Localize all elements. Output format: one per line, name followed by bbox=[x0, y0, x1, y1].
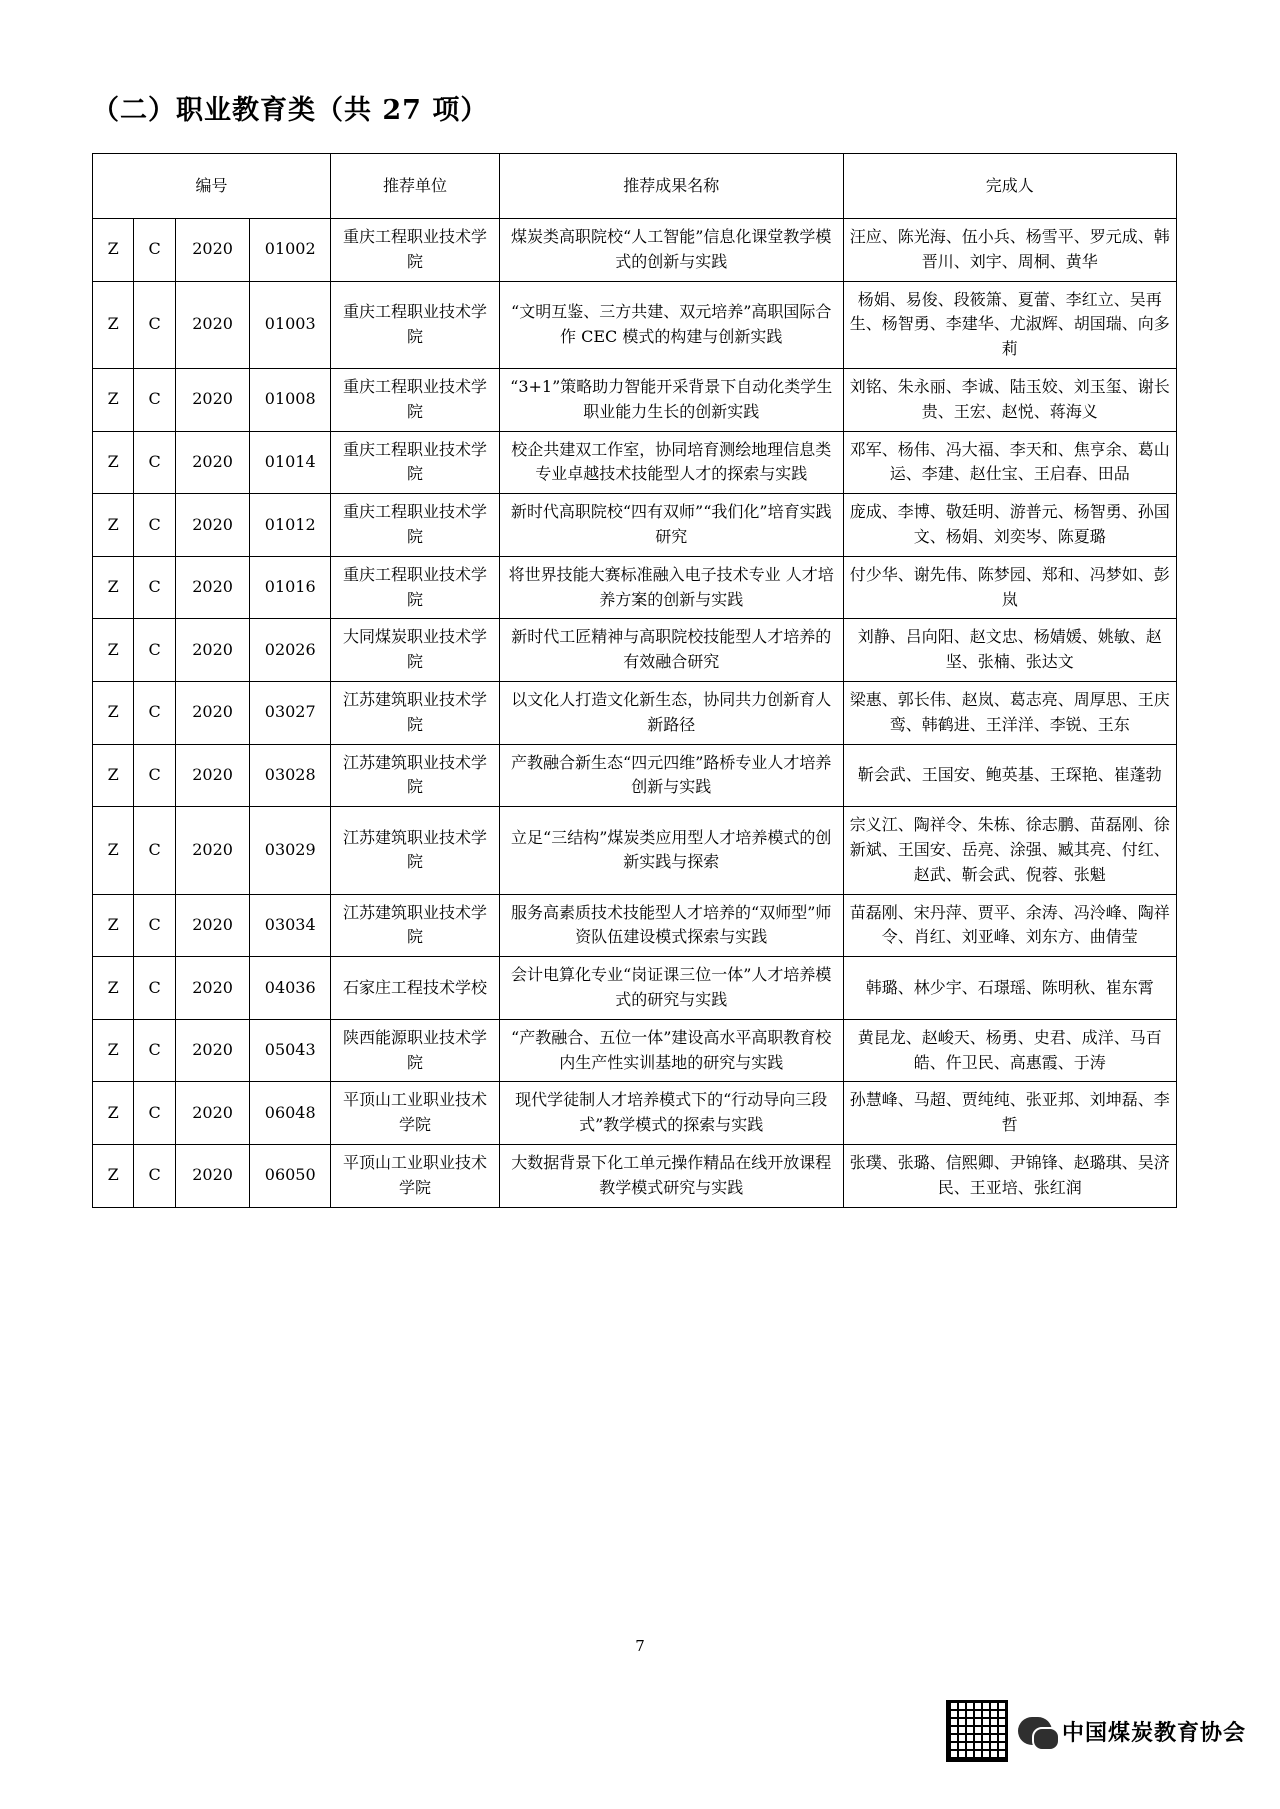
table-row bbox=[93, 957, 1177, 1020]
cell-prefix-z: Z bbox=[93, 431, 134, 494]
cell-people: 苗磊刚、宋丹萍、贾平、余涛、冯泠峰、陶祥令、肖红、刘亚峰、刘东方、曲倩莹 bbox=[843, 894, 1176, 957]
cell-number: 04036 bbox=[250, 957, 331, 1020]
table-row bbox=[93, 1082, 1177, 1145]
cell-number: 01002 bbox=[250, 219, 331, 282]
cell-achievement-name: 立足“三结构”煤炭类应用型人才培养模式的创新实践与探索 bbox=[499, 807, 843, 894]
table-row bbox=[93, 368, 1177, 431]
cell-prefix-c: C bbox=[134, 368, 175, 431]
cell-people: 付少华、谢先伟、陈梦园、郑和、冯梦如、彭岚 bbox=[843, 556, 1176, 619]
cell-achievement-name: 煤炭类高职院校“人工智能”信息化课堂教学模式的创新与实践 bbox=[499, 219, 843, 282]
cell-year: 2020 bbox=[175, 619, 250, 682]
cell-number: 06048 bbox=[250, 1082, 331, 1145]
cell-prefix-c: C bbox=[134, 957, 175, 1020]
cell-number: 01014 bbox=[250, 431, 331, 494]
cell-number: 03027 bbox=[250, 681, 331, 744]
cell-prefix-z: Z bbox=[93, 281, 134, 368]
cell-prefix-c: C bbox=[134, 807, 175, 894]
cell-achievement-name: 校企共建双工作室，协同培育测绘地理信息类专业卓越技术技能型人才的探索与实践 bbox=[499, 431, 843, 494]
cell-prefix-z: Z bbox=[93, 957, 134, 1020]
cell-unit: 江苏建筑职业技术学院 bbox=[331, 807, 500, 894]
achievements-table bbox=[92, 153, 1177, 1208]
cell-year: 2020 bbox=[175, 431, 250, 494]
cell-unit: 重庆工程职业技术学院 bbox=[331, 368, 500, 431]
cell-unit: 江苏建筑职业技术学院 bbox=[331, 681, 500, 744]
cell-people: 靳会武、王国安、鲍英基、王琛艳、崔蓬勃 bbox=[843, 744, 1176, 807]
table-row bbox=[93, 1019, 1177, 1082]
cell-achievement-name: 新时代工匠精神与高职院校技能型人才培养的有效融合研究 bbox=[499, 619, 843, 682]
cell-people: 庞成、李博、敬廷明、游普元、杨智勇、孙国文、杨娟、刘奕岑、陈夏璐 bbox=[843, 494, 1176, 557]
cell-prefix-z: Z bbox=[93, 744, 134, 807]
cell-prefix-z: Z bbox=[93, 1082, 134, 1145]
cell-people: 刘铭、朱永丽、李诚、陆玉姣、刘玉玺、谢长贵、王宏、赵悦、蒋海义 bbox=[843, 368, 1176, 431]
cell-unit: 重庆工程职业技术学院 bbox=[331, 219, 500, 282]
cell-unit: 重庆工程职业技术学院 bbox=[331, 494, 500, 557]
cell-number: 03034 bbox=[250, 894, 331, 957]
cell-prefix-z: Z bbox=[93, 494, 134, 557]
table-row bbox=[93, 681, 1177, 744]
cell-number: 01016 bbox=[250, 556, 331, 619]
cell-prefix-c: C bbox=[134, 1144, 175, 1207]
cell-prefix-z: Z bbox=[93, 894, 134, 957]
cell-number: 03028 bbox=[250, 744, 331, 807]
cell-year: 2020 bbox=[175, 744, 250, 807]
cell-achievement-name: “3+1”策略助力智能开采背景下自动化类学生职业能力生长的创新实践 bbox=[499, 368, 843, 431]
cell-unit: 江苏建筑职业技术学院 bbox=[331, 894, 500, 957]
cell-unit: 重庆工程职业技术学院 bbox=[331, 431, 500, 494]
cell-number: 06050 bbox=[250, 1144, 331, 1207]
table-row bbox=[93, 281, 1177, 368]
page-title: （二）职业教育类（共 27 项） bbox=[92, 95, 489, 126]
cell-number: 05043 bbox=[250, 1019, 331, 1082]
cell-achievement-name: 将世界技能大赛标准融入电子技术专业 人才培养方案的创新与实践 bbox=[499, 556, 843, 619]
table-row bbox=[93, 219, 1177, 282]
cell-achievement-name: 服务高素质技术技能型人才培养的“双师型”师资队伍建设模式探索与实践 bbox=[499, 894, 843, 957]
table-row bbox=[93, 619, 1177, 682]
cell-prefix-c: C bbox=[134, 556, 175, 619]
cell-people: 汪应、陈光海、伍小兵、杨雪平、罗元成、韩晋川、刘宇、周桐、黄华 bbox=[843, 219, 1176, 282]
cell-year: 2020 bbox=[175, 368, 250, 431]
cell-prefix-z: Z bbox=[93, 1019, 134, 1082]
cell-year: 2020 bbox=[175, 957, 250, 1020]
cell-year: 2020 bbox=[175, 1019, 250, 1082]
header-row bbox=[93, 154, 1177, 219]
cell-unit: 江苏建筑职业技术学院 bbox=[331, 744, 500, 807]
cell-unit: 重庆工程职业技术学院 bbox=[331, 556, 500, 619]
cell-number: 03029 bbox=[250, 807, 331, 894]
cell-unit: 陕西能源职业技术学院 bbox=[331, 1019, 500, 1082]
wechat-icon bbox=[1018, 1717, 1052, 1745]
cell-prefix-z: Z bbox=[93, 219, 134, 282]
cell-prefix-c: C bbox=[134, 894, 175, 957]
cell-year: 2020 bbox=[175, 219, 250, 282]
cell-prefix-z: Z bbox=[93, 807, 134, 894]
cell-year: 2020 bbox=[175, 494, 250, 557]
cell-achievement-name: 新时代高职院校“四有双师”“我们化”培育实践研究 bbox=[499, 494, 843, 557]
cell-unit: 石家庄工程技术学校 bbox=[331, 957, 500, 1020]
cell-people: 张璞、张璐、信熙卿、尹锦锋、赵璐琪、吴济民、王亚培、张红润 bbox=[843, 1144, 1176, 1207]
table-row bbox=[93, 1144, 1177, 1207]
cell-number: 02026 bbox=[250, 619, 331, 682]
footer-org-name: 中国煤炭教育协会 bbox=[1061, 1719, 1246, 1746]
column-header-people: 完成人 bbox=[843, 154, 1176, 219]
cell-achievement-name: 以文化人打造文化新生态，协同共力创新育人新路径 bbox=[499, 681, 843, 744]
table-header bbox=[93, 154, 1177, 219]
cell-prefix-c: C bbox=[134, 494, 175, 557]
table-row bbox=[93, 894, 1177, 957]
cell-number: 01003 bbox=[250, 281, 331, 368]
cell-year: 2020 bbox=[175, 807, 250, 894]
cell-prefix-c: C bbox=[134, 744, 175, 807]
table-row bbox=[93, 494, 1177, 557]
cell-year: 2020 bbox=[175, 556, 250, 619]
cell-prefix-c: C bbox=[134, 219, 175, 282]
cell-people: 梁惠、郭长伟、赵岚、葛志亮、周厚思、王庆鸾、韩鹤进、王洋洋、李锐、王东 bbox=[843, 681, 1176, 744]
cell-achievement-name: “产教融合、五位一体”建设高水平高职教育校内生产性实训基地的研究与实践 bbox=[499, 1019, 843, 1082]
cell-unit: 大同煤炭职业技术学院 bbox=[331, 619, 500, 682]
cell-prefix-c: C bbox=[134, 431, 175, 494]
cell-year: 2020 bbox=[175, 1144, 250, 1207]
table-row bbox=[93, 431, 1177, 494]
cell-people: 杨娟、易俊、段筱箫、夏蕾、李红立、吴再生、杨智勇、李建华、尤淑辉、胡国瑞、向多莉 bbox=[843, 281, 1176, 368]
cell-year: 2020 bbox=[175, 894, 250, 957]
cell-prefix-z: Z bbox=[93, 556, 134, 619]
cell-unit: 重庆工程职业技术学院 bbox=[331, 281, 500, 368]
cell-number: 01008 bbox=[250, 368, 331, 431]
table-row bbox=[93, 556, 1177, 619]
cell-prefix-z: Z bbox=[93, 368, 134, 431]
cell-prefix-c: C bbox=[134, 281, 175, 368]
cell-achievement-name: 产教融合新生态“四元四维”路桥专业人才培养创新与实践 bbox=[499, 744, 843, 807]
column-header-name: 推荐成果名称 bbox=[499, 154, 843, 219]
cell-prefix-z: Z bbox=[93, 1144, 134, 1207]
cell-year: 2020 bbox=[175, 1082, 250, 1145]
cell-people: 刘静、吕向阳、赵文忠、杨婧媛、姚敏、赵坚、张楠、张达文 bbox=[843, 619, 1176, 682]
cell-number: 01012 bbox=[250, 494, 331, 557]
cell-year: 2020 bbox=[175, 281, 250, 368]
table-row bbox=[93, 744, 1177, 807]
table-body bbox=[93, 219, 1177, 1208]
cell-people: 孙慧峰、马超、贾纯纯、张亚邦、刘坤磊、李哲 bbox=[843, 1082, 1176, 1145]
table-row bbox=[93, 807, 1177, 894]
cell-unit: 平顶山工业职业技术学院 bbox=[331, 1082, 500, 1145]
footer-branding bbox=[946, 1700, 1246, 1762]
cell-unit: 平顶山工业职业技术学院 bbox=[331, 1144, 500, 1207]
cell-achievement-name: “文明互鉴、三方共建、双元培养”高职国际合作 CEC 模式的构建与创新实践 bbox=[499, 281, 843, 368]
cell-achievement-name: 大数据背景下化工单元操作精品在线开放课程教学模式研究与实践 bbox=[499, 1144, 843, 1207]
column-header-code: 编号 bbox=[93, 154, 331, 219]
column-header-unit: 推荐单位 bbox=[331, 154, 500, 219]
cell-prefix-c: C bbox=[134, 681, 175, 744]
qr-code-icon bbox=[946, 1700, 1008, 1762]
cell-people: 宗义江、陶祥令、朱栋、徐志鹏、苗磊刚、徐新斌、王国安、岳亮、涂强、臧其亮、付红、赵武、靳会武、倪蓉、张魁 bbox=[843, 807, 1176, 894]
cell-people: 韩璐、林少宇、石璟瑶、陈明秋、崔东霄 bbox=[843, 957, 1176, 1020]
cell-prefix-c: C bbox=[134, 619, 175, 682]
cell-people: 邓军、杨伟、冯大福、李天和、焦亨余、葛山运、李建、赵仕宝、王启春、田品 bbox=[843, 431, 1176, 494]
cell-prefix-z: Z bbox=[93, 681, 134, 744]
cell-prefix-c: C bbox=[134, 1082, 175, 1145]
cell-people: 黄昆龙、赵峻天、杨勇、史君、成洋、马百皓、仵卫民、高惠霞、于涛 bbox=[843, 1019, 1176, 1082]
cell-achievement-name: 会计电算化专业“岗证课三位一体”人才培养模式的研究与实践 bbox=[499, 957, 843, 1020]
cell-prefix-z: Z bbox=[93, 619, 134, 682]
cell-achievement-name: 现代学徒制人才培养模式下的“行动导向三段式”教学模式的探索与实践 bbox=[499, 1082, 843, 1145]
cell-prefix-c: C bbox=[134, 1019, 175, 1082]
page-number: 7 bbox=[635, 1637, 645, 1655]
cell-year: 2020 bbox=[175, 681, 250, 744]
